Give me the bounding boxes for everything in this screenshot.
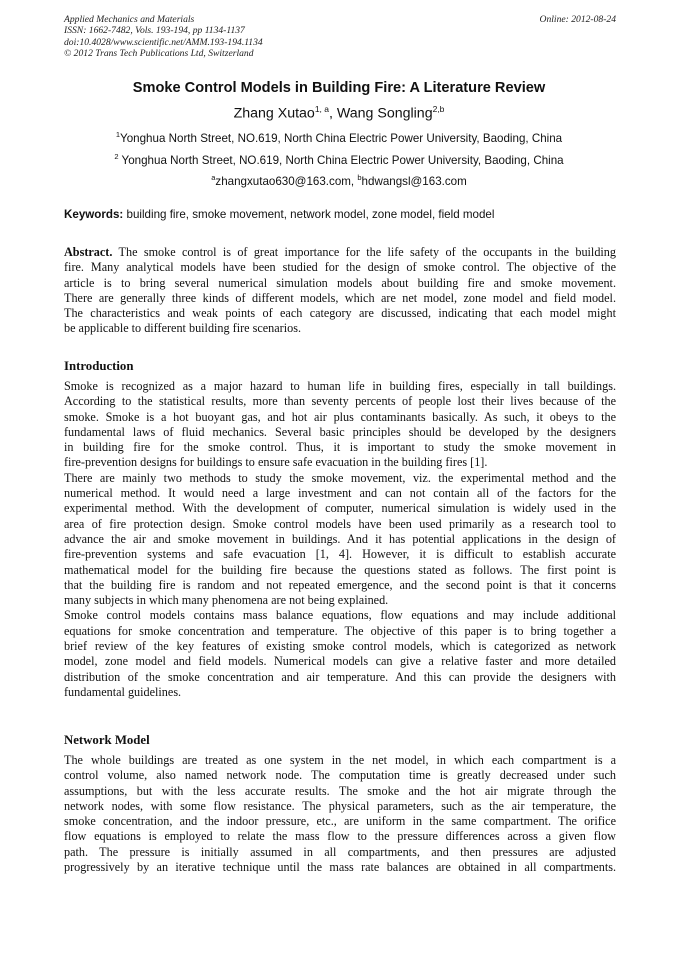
author-emails xyxy=(0,173,678,188)
text-line: model, zone model and field models. Numerical models can give a relative faster and more detailed xyxy=(64,654,616,669)
text-line: many subjects in which many phenomena are not being explained. xyxy=(64,593,389,608)
text-line: experimental method. With the development of computer, numerical simulation is widely used in the xyxy=(64,501,616,516)
text-line: network nodes, with some flow resistance. The physical parameters, such as the air temperature, the xyxy=(64,798,616,813)
text-line: numerical method. It would need a large investment and can not contain all of the factors for the xyxy=(64,486,616,501)
text-line: progressively by an iterative technique until the mass rate balances are obtained in all compartments. xyxy=(64,860,616,875)
text-line: path. The pressure is initially assumed in all compartments, and then pressures are adjusted xyxy=(64,844,616,859)
text-line: article is to bring several numerical simulation models about building fire and smoke movement. xyxy=(64,275,616,290)
email-marker: a xyxy=(211,173,216,182)
journal-doi: doi:10.4028/www.scientific.net/AMM.193-194.1134 xyxy=(64,36,263,48)
text-line: distribution of the smoke concentration and air temperature. And this can provide the designers with xyxy=(64,669,616,684)
author-superscript: 2,b xyxy=(432,104,445,114)
text-line: The whole buildings are treated as one system in the net model, in which each compartment is a xyxy=(64,753,616,767)
email-marker: b xyxy=(357,173,362,182)
online-date: Online: 2012-08-24 xyxy=(539,14,616,25)
section-heading-introduction: Introduction xyxy=(64,359,134,373)
affiliation-1 xyxy=(0,130,678,145)
email-link[interactable]: zhangxutao630@163.com, xyxy=(215,174,358,188)
text-line: mathematical model for the building fire because the questions stated as follows. The first point is xyxy=(64,562,616,577)
text-line: fire-prevention designs for buildings to ensure safe evacuation in the building fires [1]. xyxy=(64,455,488,470)
journal-header xyxy=(64,14,616,60)
author-list xyxy=(0,104,678,122)
section-heading-network-model: Network Model xyxy=(64,733,150,747)
text-line: fire. Many analytical models have been studied for the design of smoke control. The objective of the xyxy=(64,260,616,275)
paper-title: Smoke Control Models in Building Fire: A Literature Review xyxy=(132,80,546,96)
text-line: There are mainly two methods to study the smoke movement, viz. the experimental method and the xyxy=(64,470,616,485)
author-name: Wang Songling xyxy=(336,105,433,122)
author-superscript: 1, a xyxy=(314,104,329,114)
text-line: The characteristics and weak points of each category are discussed, indicating that each model might xyxy=(64,306,616,321)
text-line: fundamental laws of fluid mechanics. Several basic principles should be developed by the designers xyxy=(64,424,616,439)
network-model-body xyxy=(64,753,616,875)
keywords-label: Keywords: xyxy=(64,208,124,221)
text-line: Smoke control models contains mass balance equations, flow equations and may include additional xyxy=(64,608,616,623)
affiliation-marker: 1 xyxy=(115,130,121,139)
text-line: smoke. Smoke is a hot buoyant gas, and hot air plus contaminants basically. As such, it obeys to the xyxy=(64,409,616,424)
text-line: assumptions, but with the less accurate results. The smoke and the hot air migrate through the xyxy=(64,783,616,798)
text-line: that the building fire is random and not repeated emergence, and the second point is that it concerns xyxy=(64,577,616,592)
text-line: fire-prevention systems and safe evacuation [1, 4]. However, it is difficult to establish accurate xyxy=(64,547,616,562)
author-name: Zhang Xutao xyxy=(233,105,315,122)
journal-issn: ISSN: 1662-7482, Vols. 193-194, pp 1134-1137 xyxy=(64,25,245,37)
text-line: There are generally three kinds of different models, which are net model, zone model and field model. xyxy=(64,290,616,305)
text-line: fundamental guidelines. xyxy=(64,684,182,699)
author-separator: , xyxy=(329,105,337,122)
journal-copyright: © 2012 Trans Tech Publications Ltd, Switzerland xyxy=(64,48,254,60)
affiliation-text: Yonghua North Street, NO.619, North China Electric Power University, Baoding, China xyxy=(118,153,564,167)
journal-name: Applied Mechanics and Materials xyxy=(64,14,195,25)
text-line: Abstract. The smoke control is of great importance for the life safety of the occupants in the building xyxy=(64,245,616,259)
text-line: in building fire for the smoke control. Thus, it is important to study the smoke movement in xyxy=(64,440,616,455)
introduction-body xyxy=(64,379,616,700)
text-line: Smoke is recognized as a major hazard to human life in building fires, especially in tall buildings. xyxy=(64,379,616,393)
text-line: control volume, also named network node. The computation time is greatly decreased under such xyxy=(64,768,616,783)
affiliation-2 xyxy=(0,152,678,167)
text-line: equations for smoke concentration and temperature. The objective of this paper is to bring together a xyxy=(64,623,616,638)
keywords xyxy=(64,208,616,221)
affiliation-marker: 2 xyxy=(114,152,119,161)
text-line: smoke concentration, and the indoor pressure, etc., are uniform in the same compartment. The orifice xyxy=(64,814,616,829)
text-line: According to the statistical results, more than seventy percents of people lost their lives because of the xyxy=(64,394,616,409)
text-line: area of fire protection design. Smoke control models have been used primarily as a research tool to xyxy=(64,516,616,531)
abstract-paragraph xyxy=(64,245,616,337)
email-link[interactable]: hdwangsl@163.com xyxy=(361,174,467,188)
affiliation-text: Yonghua North Street, NO.619, North China Electric Power University, Baoding, China xyxy=(120,131,563,145)
text-line: brief review of the key features of existing smoke control models, which is categorized as network xyxy=(64,639,616,654)
keywords-text: building fire, smoke movement, network model, zone model, field model xyxy=(123,208,495,221)
text-line: be applicable to different building fire scenarios. xyxy=(64,321,302,336)
text-line: advance the air and smoke movement in buildings. And it has potential applications in the design of xyxy=(64,531,616,546)
abstract-label: Abstract. xyxy=(64,245,113,259)
text-line: flow equations is employed to relate the mass flow to the pressure differences across a given flow xyxy=(64,829,616,844)
